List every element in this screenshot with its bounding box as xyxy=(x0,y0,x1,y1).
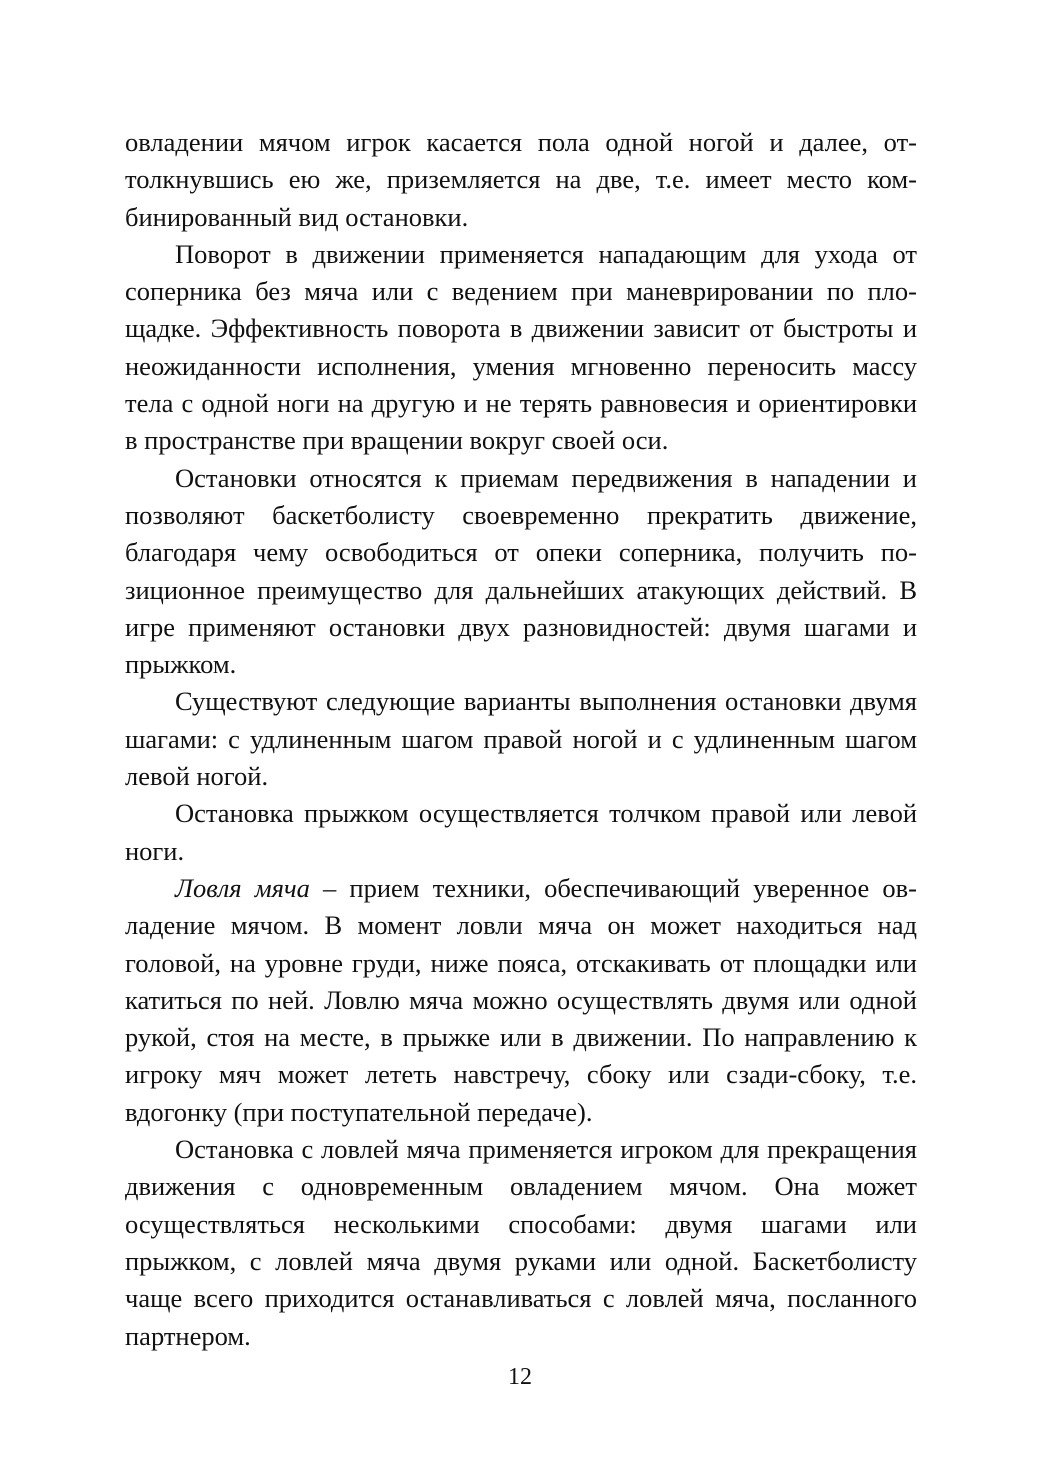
paragraph-4: Существуют следующие варианты выполнения остановки двумя шагами: с удлиненным шагом правой ногой и с удлиненным шагом левой ногой. xyxy=(125,686,917,792)
term-catching-ball: Ловля мяча xyxy=(175,872,310,903)
paragraph-6 xyxy=(125,870,917,1131)
paragraph-5: Остановка прыжком осуществляется толчком правой или левой ноги. xyxy=(125,798,917,866)
paragraph-1: овладении мячом игрок касается пола одной ногой и далее, оттолкнувшись ею же, приземляется на две, т.е. имеет место комбинированный вид остановки. xyxy=(125,127,917,232)
paragraph-2: Поворот в движении применяется нападающим для ухода от соперника без мяча или с ведением при маневрировании по площадке. Эффективность поворота в движении зависит от быстроты и неожиданности исполнения, умения мгновенно переносить массу тела с одной ноги на другую и не терять равновесия и ориентировки в пространстве при вращении вокруг своей оси. xyxy=(125,238,917,456)
paragraph-7: Остановка с ловлей мяча применяется игроком для прекращения движения с одновременным овладением мячом. Она может осуществляться несколькими способами: двумя шагами или прыжком, с ловлей мяча двумя руками или одной. Баскетболисту чаще всего приходится останавливаться с ловлей мяча, посланного партнером. xyxy=(125,1134,917,1351)
paragraph-3: Остановки относятся к приемам передвижения в нападении и позволяют баскетболисту своевременно прекратить движение, благодаря чему освободиться от опеки соперника, получить позиционное преимущество для дальнейших атакующих действий. В игре применяют остановки двух разновидностей: двумя шагами и прыжком. xyxy=(125,462,917,680)
page-number: 12 xyxy=(508,1364,532,1390)
body-text xyxy=(125,124,917,1355)
paragraph-6-text: – прием техники, обеспечивающий уверенное овладение мячом. В момент ловли мяча он может находиться над головой, на уровне груди, ниже пояса, отскакивать от площадки или катиться по ней. Ловлю мяча можно осуществлять двумя или одной рукой, стоя на месте, в прыжке или в движении. По направлению к игроку мяч может лететь навстречу, сбоку или сзади-сбоку, т.е. вдогонку (при поступательной передаче). xyxy=(125,872,917,1127)
